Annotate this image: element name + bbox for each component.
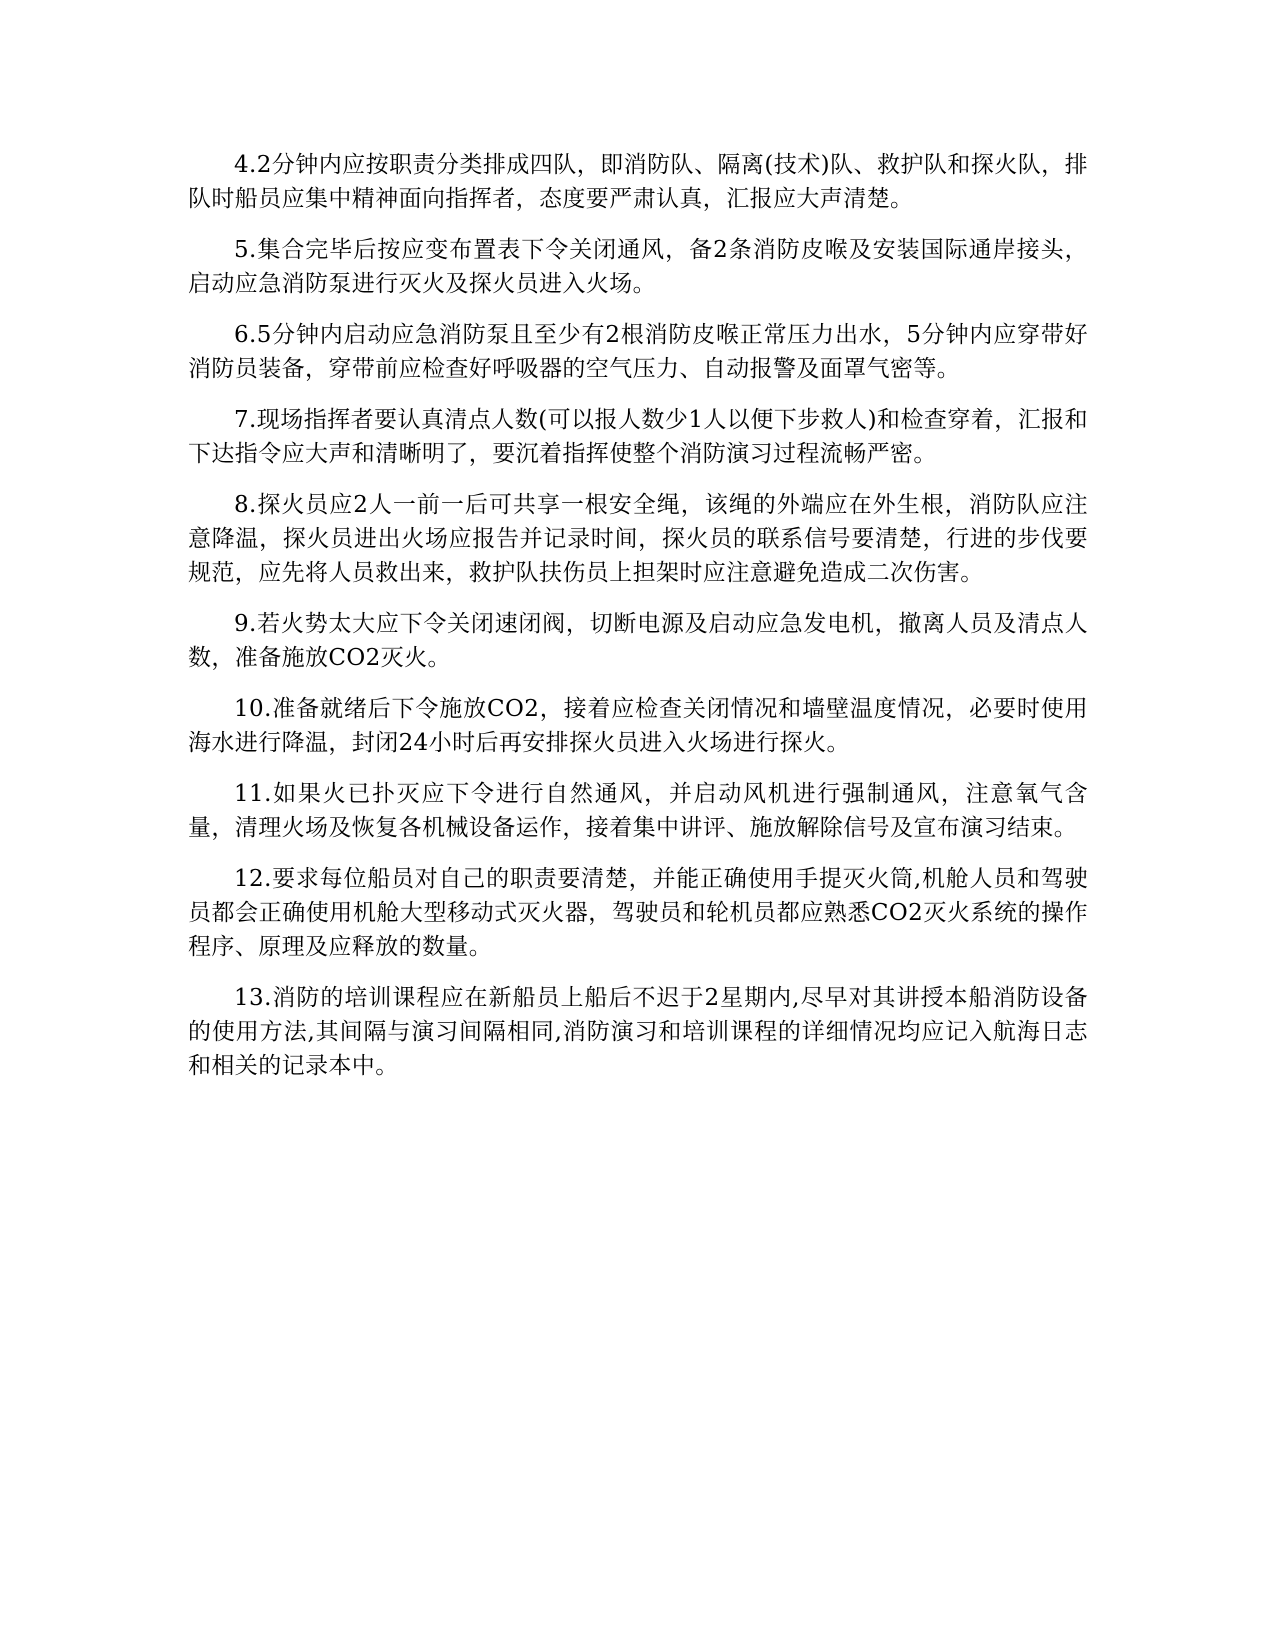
- document-body: [188, 148, 1088, 1100]
- paragraph-item-8: 8.探火员应2人一前一后可共享一根安全绳，该绳的外端应在外生根，消防队应注意降温，探火员进出火场应报告并记录时间，探火员的联系信号要清楚，行进的步伐要规范，应先将人员救出来，救护队扶伤员上担架时应注意避免造成二次伤害。: [188, 492, 1088, 586]
- paragraph-item-6: 6.5分钟内启动应急消防泵且至少有2根消防皮喉正常压力出水，5分钟内应穿带好消防员装备，穿带前应检查好呼吸器的空气压力、自动报警及面罩气密等。: [188, 322, 1088, 382]
- paragraph-item-5: 5.集合完毕后按应变布置表下令关闭通风，备2条消防皮喉及安装国际通岸接头，启动应急消防泵进行灭火及探火员进入火场。: [188, 237, 1088, 297]
- paragraph-item-11: 11.如果火已扑灭应下令进行自然通风，并启动风机进行强制通风，注意氧气含量，清理火场及恢复各机械设备运作，接着集中讲评、施放解除信号及宣布演习结束。: [188, 781, 1088, 841]
- paragraph-item-9: 9.若火势太大应下令关闭速闭阀，切断电源及启动应急发电机，撤离人员及清点人数，准备施放CO2灭火。: [188, 611, 1088, 671]
- paragraph-item-13: 13.消防的培训课程应在新船员上船后不迟于2星期内,尽早对其讲授本船消防设备的使用方法,其间隔与演习间隔相同,消防演习和培训课程的详细情况均应记入航海日志和相关的记录本中。: [188, 985, 1088, 1079]
- paragraph-item-4: 4.2分钟内应按职责分类排成四队，即消防队、隔离(技术)队、救护队和探火队，排队时船员应集中精神面向指挥者，态度要严肃认真，汇报应大声清楚。: [188, 152, 1088, 212]
- paragraph-item-10: 10.准备就绪后下令施放CO2，接着应检查关闭情况和墙壁温度情况，必要时使用海水进行降温，封闭24小时后再安排探火员进入火场进行探火。: [188, 696, 1088, 756]
- paragraph-item-12: 12.要求每位船员对自己的职责要清楚，并能正确使用手提灭火筒,机舱人员和驾驶员都会正确使用机舱大型移动式灭火器，驾驶员和轮机员都应熟悉CO2灭火系统的操作程序、原理及应释放的数量。: [188, 866, 1088, 960]
- paragraph-item-7: 7.现场指挥者要认真清点人数(可以报人数少1人以便下步救人)和检查穿着，汇报和下达指令应大声和清晰明了，要沉着指挥使整个消防演习过程流畅严密。: [188, 407, 1088, 467]
